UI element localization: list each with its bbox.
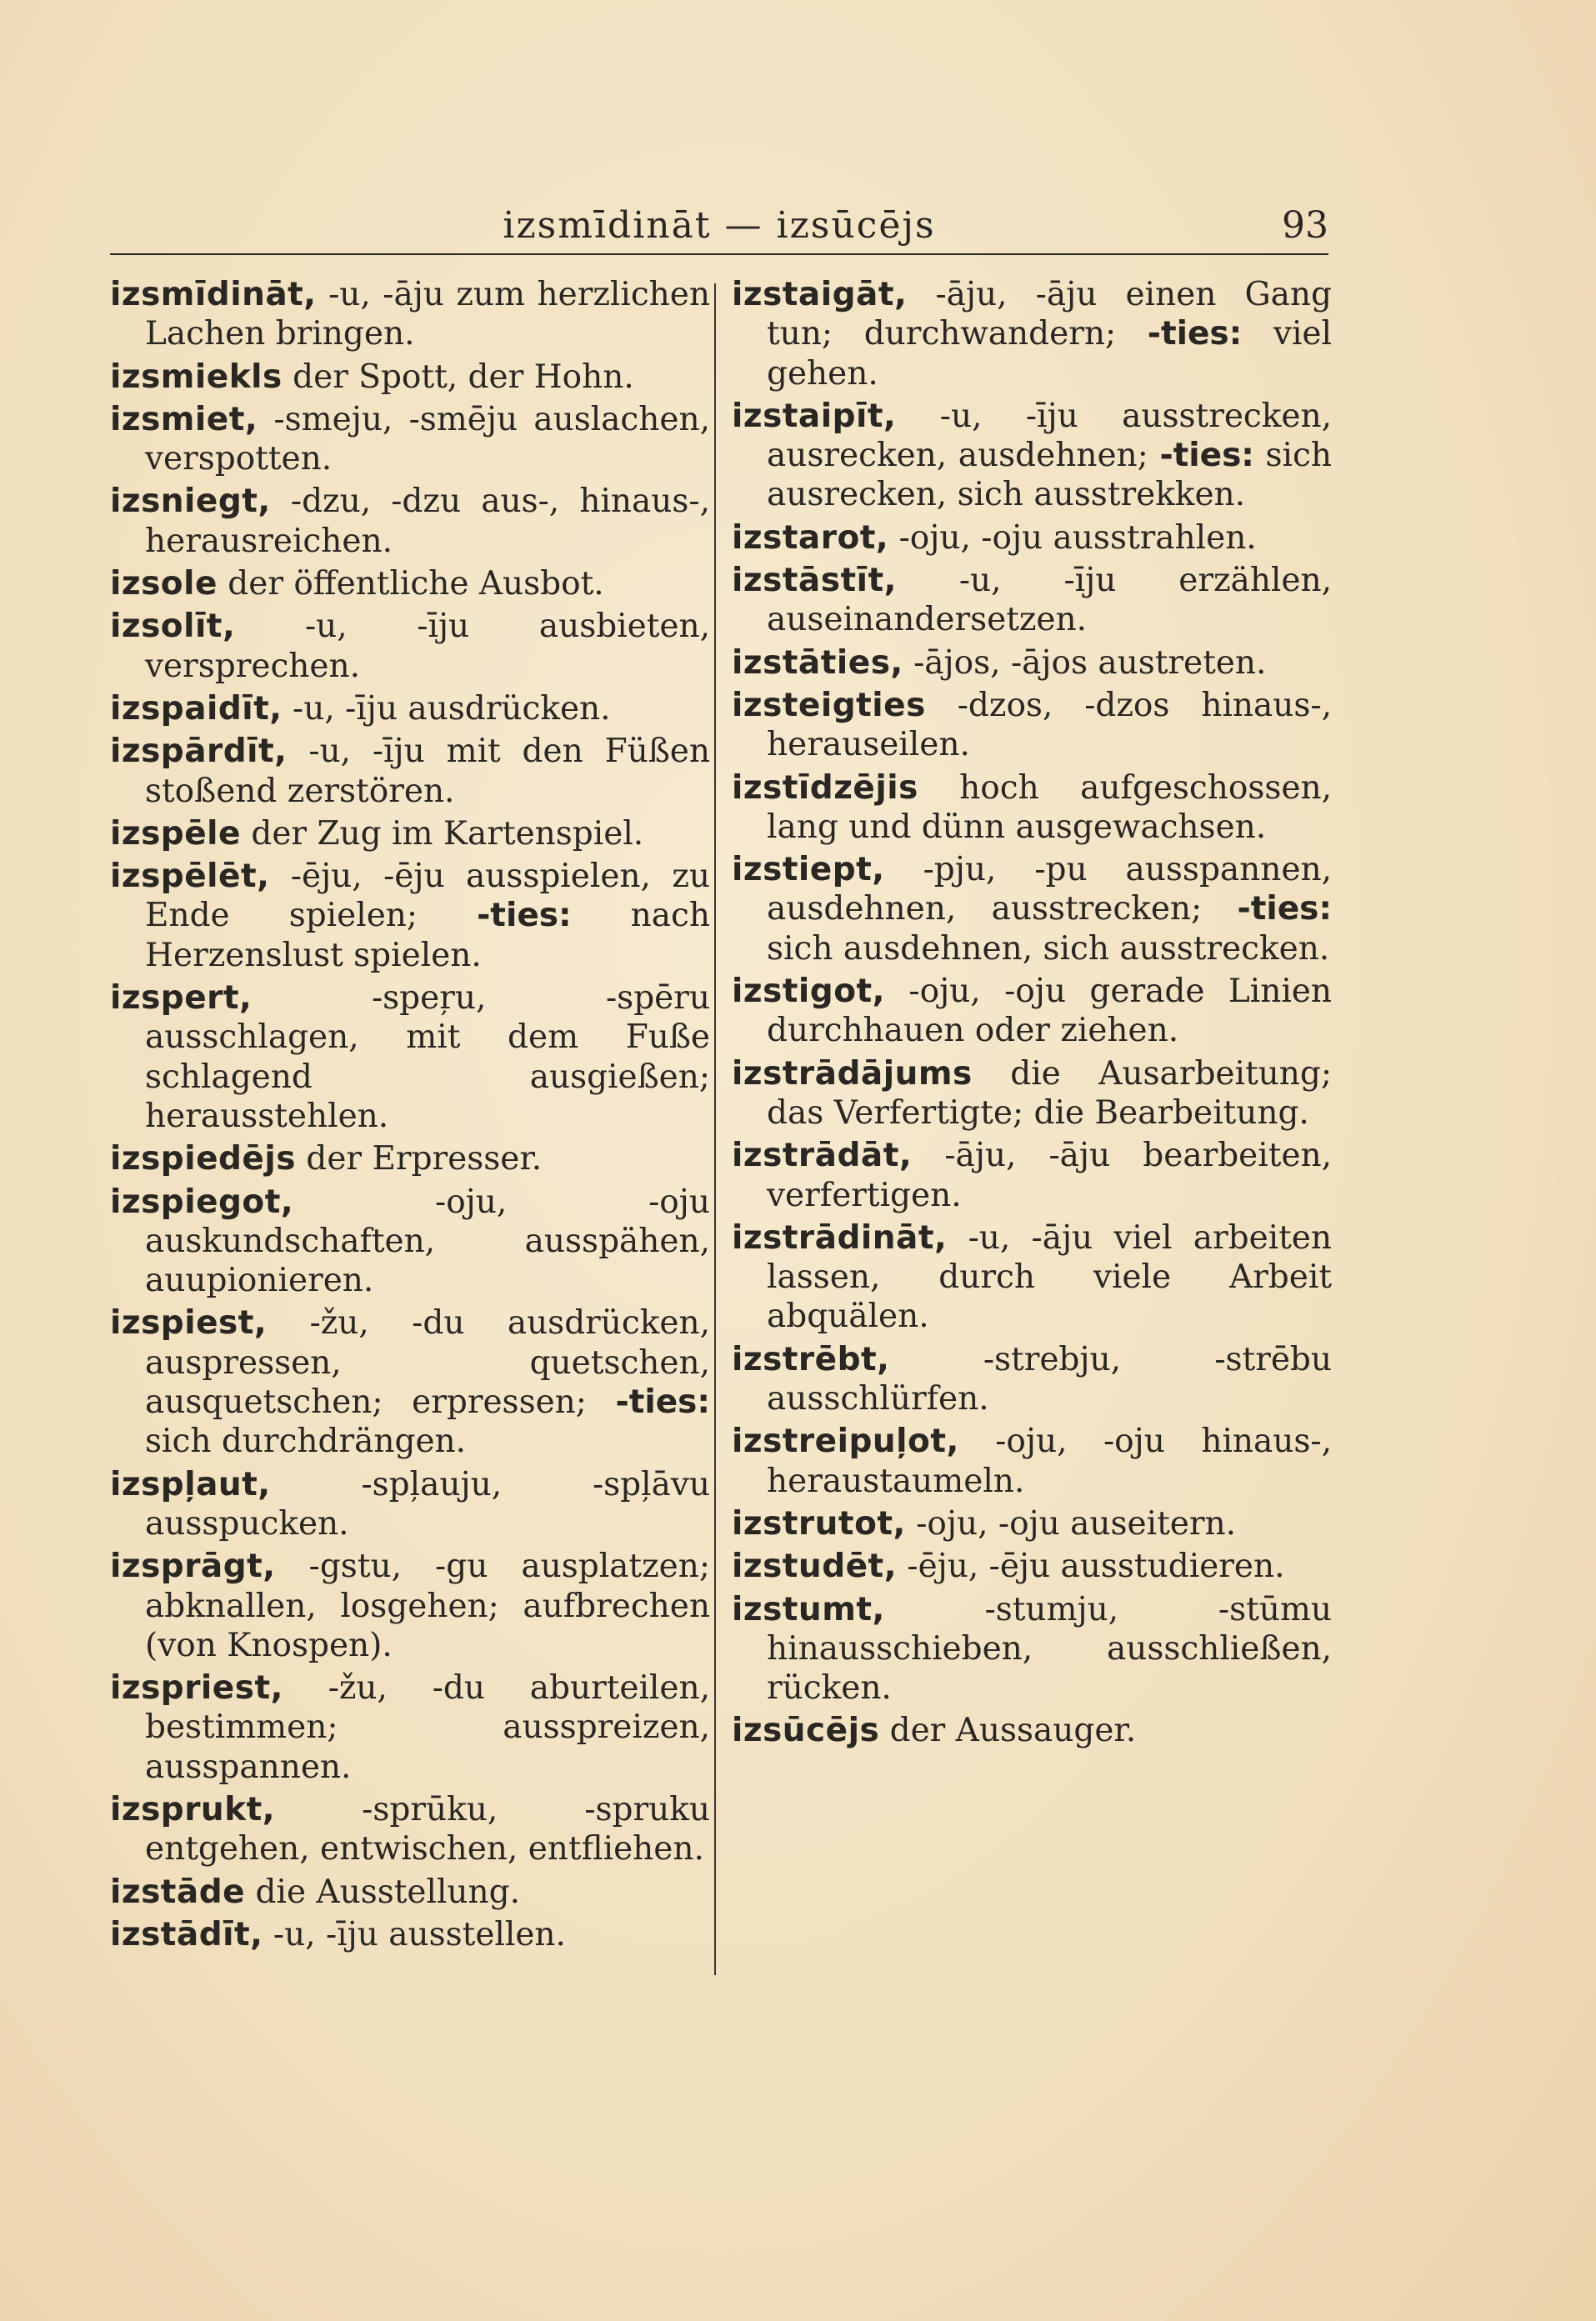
entry-definition: -žu, -du aburteilen, bestimmen; ausspreizen, ausspannen. — [145, 1669, 710, 1786]
entry-headword: izsprukt, — [110, 1790, 276, 1828]
entry-definition: -smeju, -smēju auslachen, verspotten. — [145, 400, 710, 478]
dictionary-entry — [732, 1340, 1332, 1419]
dictionary-entry — [732, 1136, 1332, 1215]
entry-reflexive-marker: -ties: — [1147, 315, 1243, 353]
entry-definition: -ēju, -ēju ausspielen, zu Ende spielen; — [145, 858, 710, 935]
entry-headword: izstaipīt, — [732, 397, 897, 435]
entry-headword: izspriest, — [110, 1669, 283, 1708]
entry-definition: -dzos, -dzos hinaus-, herauseilen. — [767, 686, 1332, 764]
entry-definition: -oju, -oju auskundschaften, ausspähen, auupionieren. — [145, 1183, 710, 1300]
entry-headword: izstiept, — [732, 851, 885, 889]
dictionary-entry — [732, 1547, 1332, 1586]
dictionary-entry — [110, 1790, 710, 1869]
entry-reflexive-marker: -ties: — [1237, 890, 1332, 928]
dictionary-entry — [110, 857, 710, 975]
entry-headword: izstigot, — [732, 973, 885, 1011]
dictionary-entry — [732, 1054, 1332, 1133]
dictionary-entry — [110, 732, 710, 811]
entry-headword: izspaidīt, — [110, 689, 283, 728]
entry-reflexive-marker: -ties: — [1159, 437, 1254, 475]
entry-definition: -oju, -oju auseitern. — [905, 1504, 1236, 1543]
entry-reflexive-marker: -ties: — [615, 1383, 710, 1422]
entry-headword: izstaigāt, — [732, 276, 908, 313]
entry-definition: -gstu, -gu ausplatzen; abknallen, losgehen; aufbrechen (von Knospen). — [145, 1548, 710, 1664]
entry-headword: izsmiet, — [110, 400, 258, 438]
entry-reflexive-definition: viel gehen. — [767, 315, 1332, 393]
entry-definition: -spļauju, -spļāvu ausspucken. — [145, 1465, 710, 1543]
entry-definition: -āju, -āju bearbeiten, verfertigen. — [767, 1137, 1332, 1214]
entry-headword: izstrādāt, — [732, 1137, 913, 1175]
entry-definition: -u, -īju ausbieten, versprechen. — [145, 608, 710, 685]
entry-headword: izspiest, — [110, 1304, 268, 1343]
entry-headword: izstāde — [110, 1873, 246, 1911]
entry-headword: izstāties, — [732, 643, 903, 682]
entry-definition: -žu, -du ausdrücken, auspressen, quetschen, ausquetschen; erpressen; — [145, 1304, 710, 1422]
entry-definition: -u, -īju ausdrücken. — [282, 689, 611, 728]
entry-definition: der Erpresser. — [295, 1140, 543, 1178]
dictionary-entry — [732, 275, 1332, 393]
entry-reflexive-definition: sich ausdehnen, sich ausstrecken. — [767, 929, 1330, 968]
entry-definition: -ēju, -ēju ausstudieren. — [897, 1548, 1285, 1586]
dictionary-entry — [732, 397, 1332, 515]
dictionary-entry — [110, 358, 710, 397]
dictionary-entry — [110, 1303, 710, 1461]
dictionary-entry — [732, 1422, 1332, 1501]
left-column — [110, 275, 710, 1958]
dictionary-entry — [110, 482, 710, 561]
entry-headword: izsmiekls — [110, 358, 283, 396]
entry-definition: -oju, -oju ausstrahlen. — [888, 518, 1257, 557]
entry-headword: izspēle — [110, 814, 241, 853]
entry-headword: izstarot, — [732, 518, 889, 557]
dictionary-entry — [732, 1218, 1332, 1337]
entry-definition: -u, -īju mit den Füßen stoßend zerstören. — [145, 733, 710, 810]
dictionary-entry — [732, 972, 1332, 1051]
page-header — [110, 193, 1328, 255]
entry-headword: izstrutot, — [732, 1504, 906, 1543]
dictionary-entry — [110, 1915, 710, 1954]
entry-headword: izspiedējs — [110, 1140, 296, 1178]
dictionary-entry — [110, 978, 710, 1136]
entry-reflexive-definition: sich ausrecken, sich ausstrekken. — [767, 437, 1332, 514]
entry-definition: -stumju, -stūmu hinausschieben, ausschließen, rücken. — [767, 1590, 1332, 1708]
entry-headword: izsniegt, — [110, 483, 271, 521]
entry-headword: izspēlēt, — [110, 858, 270, 896]
dictionary-entry — [110, 1465, 710, 1544]
entry-headword: izspārdīt, — [110, 733, 288, 771]
dictionary-entry — [732, 518, 1332, 558]
entry-headword: izsteigties — [732, 686, 926, 724]
entry-definition: -strebju, -strēbu ausschlürfen. — [767, 1340, 1332, 1418]
entry-definition: -u, -īju erzählen, auseinandersetzen. — [767, 562, 1332, 639]
entry-definition: -oju, -oju hinaus-, heraustaumeln. — [767, 1423, 1332, 1500]
entry-headword: izsolīt, — [110, 608, 236, 646]
entry-definition: die Ausarbeitung; das Verfertigte; die Bearbeitung. — [767, 1054, 1332, 1132]
dictionary-entry — [110, 814, 710, 853]
dictionary-entry — [110, 1547, 710, 1665]
entry-definition: -u, -īju ausstellen. — [263, 1915, 566, 1953]
entry-headword: izstumt, — [732, 1590, 885, 1628]
entry-definition: -u, -āju zum herzlichen Lachen bringen. — [145, 276, 710, 353]
column-divider — [714, 283, 716, 1975]
right-column — [732, 275, 1332, 1754]
entry-definition: -dzu, -dzu aus-, hinaus-, herausreichen. — [145, 483, 710, 560]
dictionary-entry — [110, 275, 710, 354]
dictionary-entry — [732, 768, 1332, 848]
entry-headword: izsole — [110, 565, 218, 603]
entry-definition: die Ausstellung. — [245, 1873, 521, 1911]
entry-headword: izsūcējs — [732, 1712, 880, 1750]
entry-definition: -ājos, -ājos austreten. — [903, 643, 1267, 682]
entry-definition: der Spott, der Hohn. — [282, 358, 634, 396]
dictionary-entry — [732, 561, 1332, 640]
dictionary-entry — [732, 1590, 1332, 1708]
entry-definition: -sprūku, -spruku entgehen, entwischen, entfliehen. — [145, 1790, 710, 1868]
entry-definition: -āju, -āju einen Gang tun; durchwandern; — [767, 276, 1332, 353]
entry-headword: izstādīt, — [110, 1915, 263, 1953]
entry-headword: izstudēt, — [732, 1548, 898, 1586]
page-number: 93 — [1282, 204, 1328, 247]
entry-reflexive-definition: sich durchdrängen. — [145, 1423, 467, 1461]
entry-definition: hoch aufgeschossen, lang und dünn ausgewachsen. — [767, 768, 1332, 846]
entry-reflexive-marker: -ties: — [477, 897, 572, 935]
entry-headword: izstīdzējis — [732, 768, 918, 807]
entry-definition: -speŗu, -spēru ausschlagen, mit dem Fuße schlagend ausgießen; herausstehlen. — [145, 979, 710, 1135]
entry-headword: izsprāgt, — [110, 1548, 276, 1586]
entry-reflexive-definition: nach Herzenslust spielen. — [145, 897, 710, 974]
entry-definition: der Aussauger. — [879, 1712, 1137, 1750]
entry-definition: -oju, -oju gerade Linien durchhauen oder ziehen. — [767, 973, 1332, 1050]
dictionary-entry — [732, 850, 1332, 968]
entry-headword: izsmīdināt, — [110, 276, 317, 313]
dictionary-entry — [110, 1668, 710, 1787]
entry-definition: -pju, -pu ausspannen, ausdehnen, ausstrecken; — [767, 851, 1332, 928]
dictionary-entry — [110, 1873, 710, 1912]
entry-definition: -u, -īju ausstrecken, ausrecken, ausdehnen; — [767, 397, 1332, 475]
entry-headword: izstrādājums — [732, 1054, 973, 1093]
dictionary-entry — [732, 1711, 1332, 1750]
entry-headword: izstāstīt, — [732, 562, 897, 600]
entry-headword: izstreipuļot, — [732, 1423, 959, 1461]
running-title: izsmīdināt — izsūcējs — [503, 204, 936, 247]
entry-definition: der öffentliche Ausbot. — [217, 565, 604, 603]
dictionary-entry — [110, 689, 710, 728]
entry-definition: -u, -āju viel arbeiten lassen, durch viele Arbeit abquälen. — [767, 1218, 1332, 1336]
dictionary-entry — [110, 1183, 710, 1301]
dictionary-entry — [110, 607, 710, 686]
entry-headword: izstrēbt, — [732, 1340, 890, 1378]
entry-headword: izspiegot, — [110, 1183, 294, 1221]
entry-definition: der Zug im Kartenspiel. — [240, 814, 644, 853]
dictionary-entry — [732, 643, 1332, 683]
dictionary-entry — [732, 686, 1332, 765]
dictionary-entry — [110, 1139, 710, 1178]
dictionary-entry — [110, 400, 710, 479]
dictionary-entry — [110, 564, 710, 603]
entry-headword: izspert, — [110, 979, 253, 1018]
dictionary-entry — [732, 1504, 1332, 1543]
entry-headword: izstrādināt, — [732, 1218, 948, 1257]
entry-headword: izspļaut, — [110, 1465, 271, 1503]
